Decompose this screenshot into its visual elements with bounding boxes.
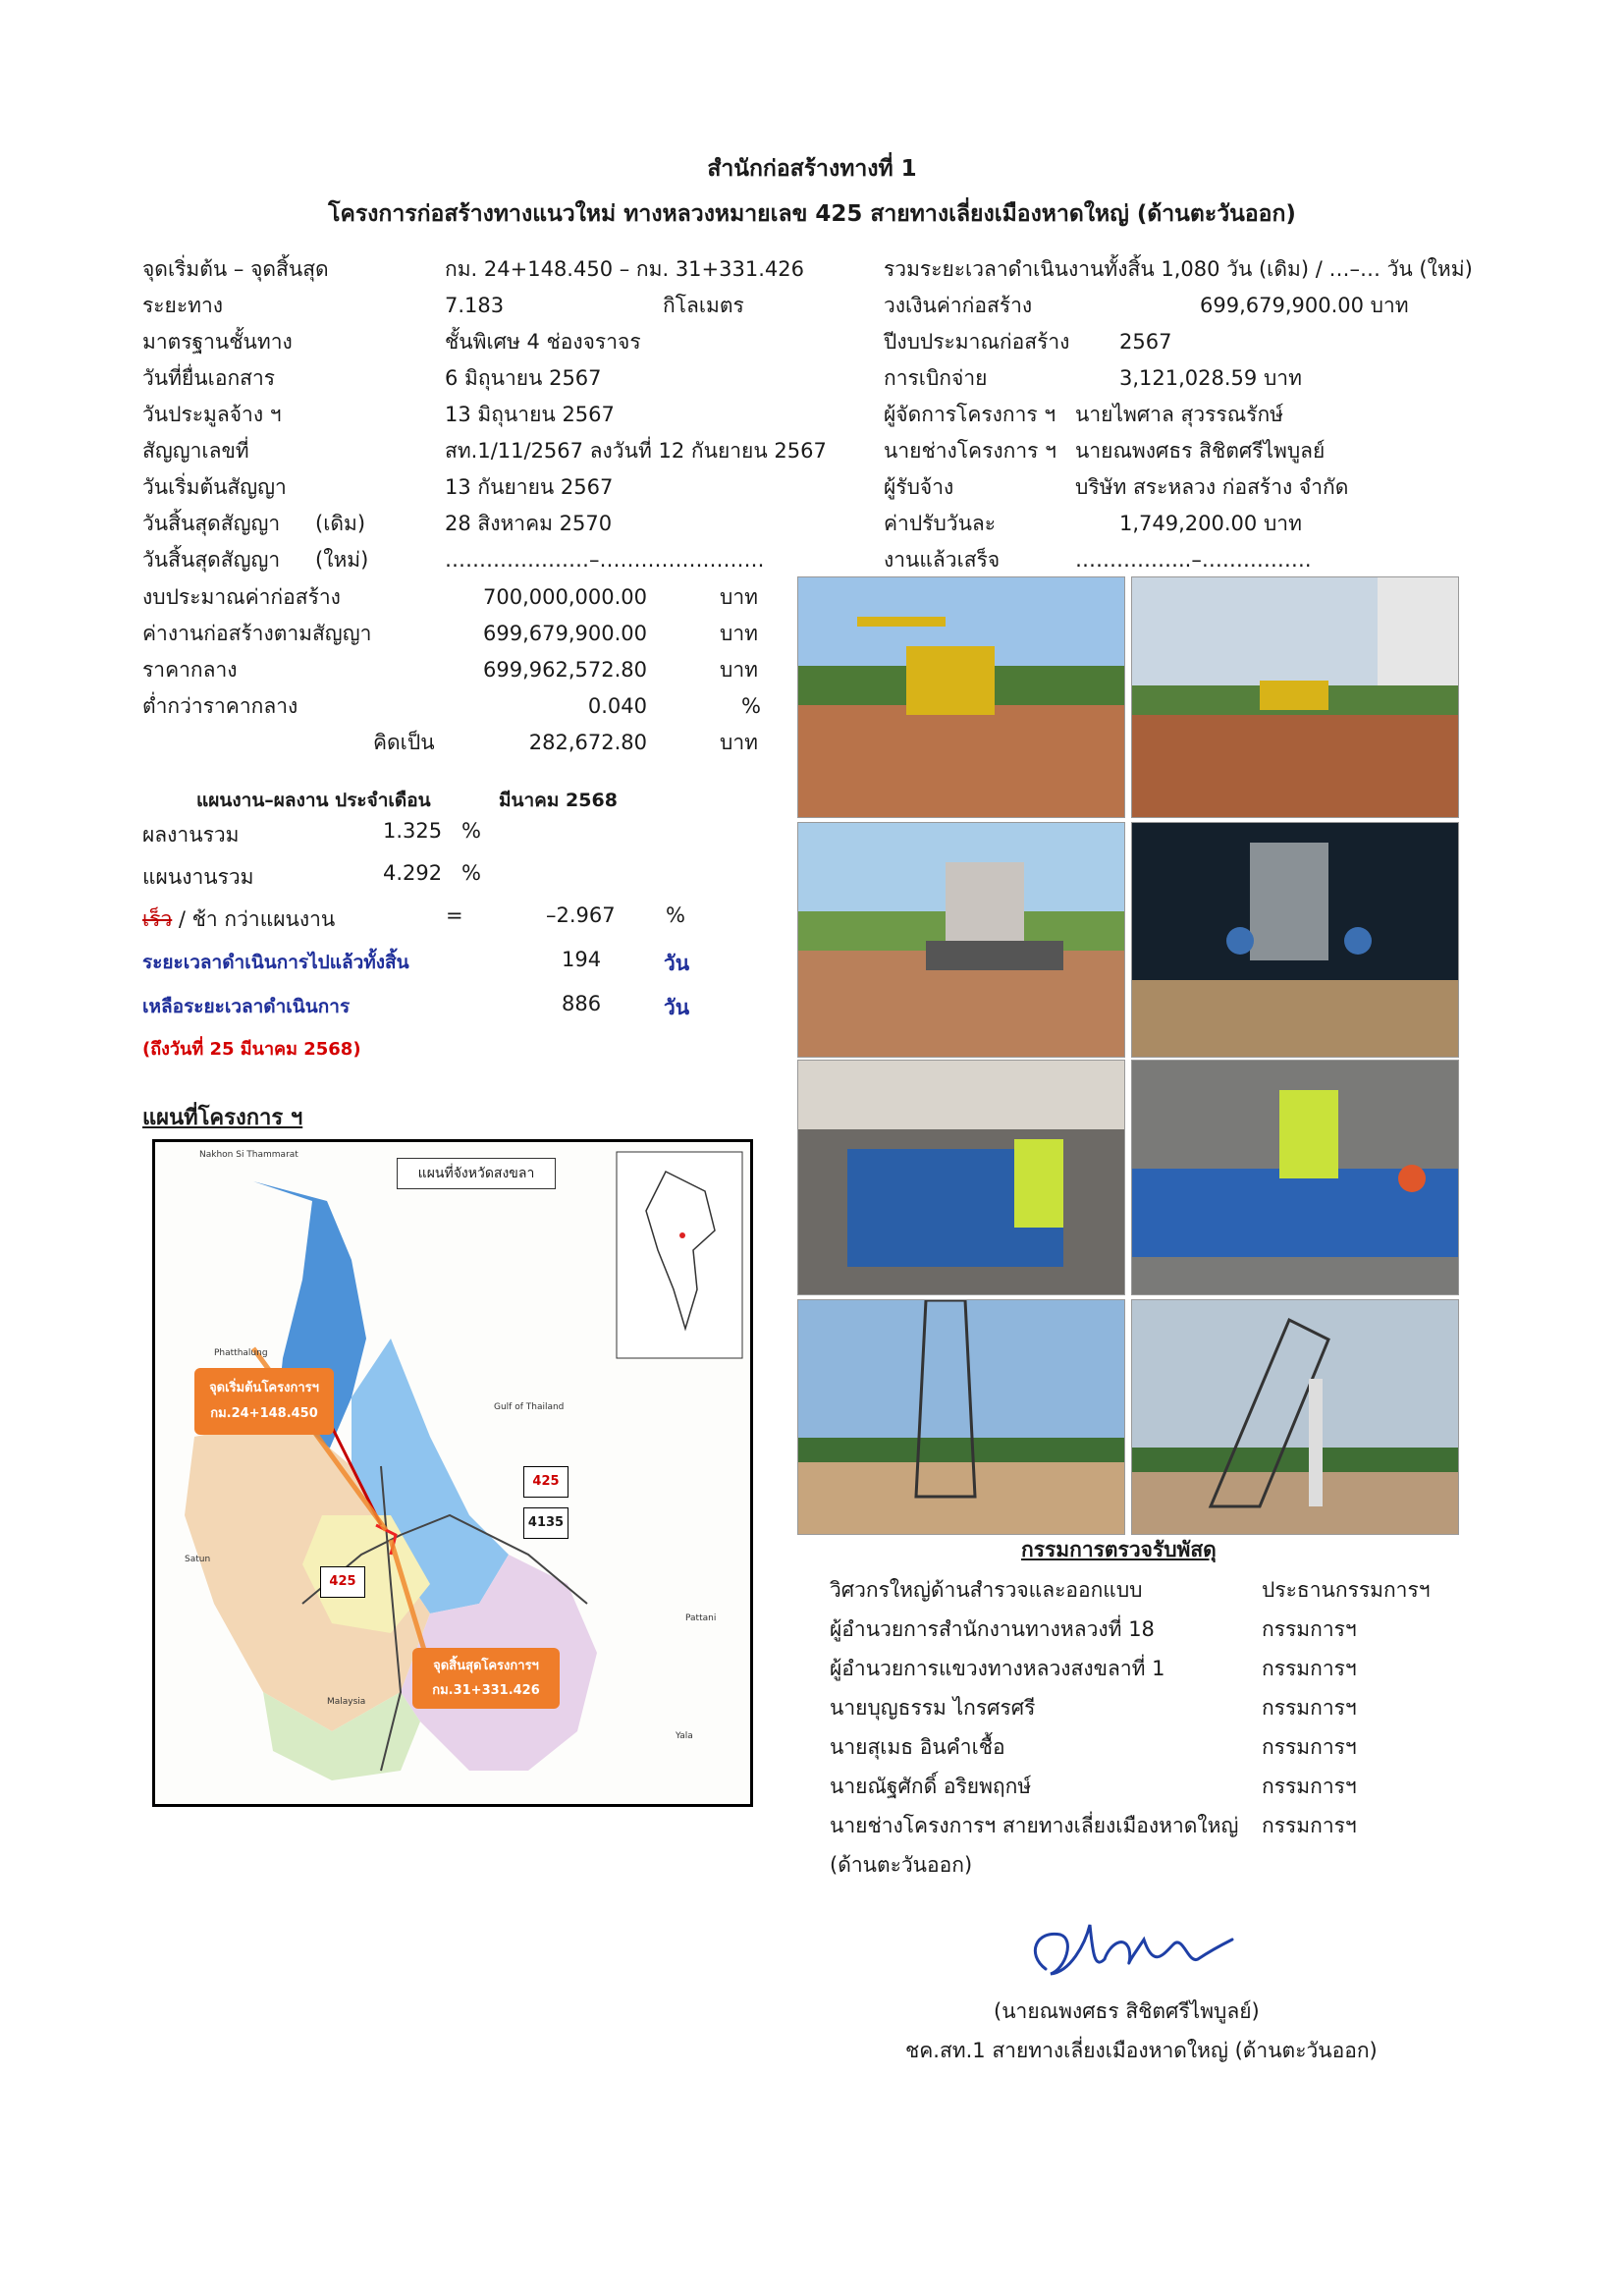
committee-role: กรรมการฯ — [1262, 1814, 1357, 1837]
info-label: วันที่ยื่นเอกสาร — [142, 366, 276, 390]
info-row — [884, 289, 1512, 322]
end-callout-km: กม.31+331.426 — [432, 1683, 540, 1698]
remain-label: เหลือระยะเวลาดำเนินการ — [142, 996, 351, 1017]
committee-role: กรรมการฯ — [1262, 1617, 1357, 1641]
progress-month: มีนาคม 2568 — [499, 790, 618, 811]
info-sub: (ใหม่) — [315, 548, 369, 572]
info-value: 13 มิถุนายน 2567 — [445, 403, 615, 426]
start-callout-title: จุดเริ่มต้นโครงการฯ — [209, 1381, 319, 1395]
info-label: วันประมูลจ้าง ฯ — [142, 403, 282, 426]
budget-row — [142, 653, 771, 686]
info-value: …………………–…………………… — [445, 548, 765, 572]
plan-value: 4.292 — [383, 861, 443, 885]
label-gulf: Gulf of Thailand — [494, 1402, 565, 1412]
label-satun: Satun — [185, 1555, 211, 1564]
committee-name: ผู้อำนวยการแขวงทางหลวงสงขลาที่ 1 — [830, 1657, 1165, 1680]
end-callout — [412, 1648, 560, 1709]
committee-name: นายช่างโครงการฯ สายทางเลี่ยงเมืองหาดใหญ่ — [830, 1814, 1239, 1837]
signer-position: ชค.สท.1 สายทางเลี่ยงเมืองหาดใหญ่ (ด้านตะวันออก) — [905, 2039, 1378, 2062]
progress-heading: แผนงาน–ผลงาน ประจำเดือน — [196, 790, 431, 811]
photo-excavator-2 — [1131, 576, 1459, 818]
info-row — [142, 434, 830, 467]
photo-pile-rig-1 — [797, 1299, 1125, 1535]
info-label: วันสิ้นสุดสัญญา — [142, 548, 281, 572]
info-label: ระยะทาง — [142, 294, 224, 317]
actual-label: ผลงานรวม — [142, 823, 240, 847]
budget-value: 699,679,900.00 — [483, 622, 647, 645]
info-row — [142, 289, 830, 322]
info-value: ……………..–……………. — [1075, 548, 1312, 572]
info-label: วันสิ้นสุดสัญญา — [142, 512, 281, 535]
info-label: นายช่างโครงการ ฯ — [884, 439, 1056, 463]
start-callout-km: กม.24+148.450 — [210, 1406, 318, 1421]
photo-rebar-1 — [797, 1060, 1125, 1295]
label-phatthalung: Phatthalung — [214, 1348, 268, 1358]
diff-value: –2.967 — [546, 903, 616, 927]
budget-label: ค่างานก่อสร้างตามสัญญา — [142, 622, 372, 645]
photo-pile-rig-2 — [1131, 1299, 1459, 1535]
diff-unit: % — [666, 903, 685, 927]
info-row — [884, 252, 1512, 286]
diff-label-text: / ช้า กว่าแผนงาน — [172, 907, 336, 931]
info-row — [142, 398, 830, 431]
info-row — [142, 361, 830, 395]
label-pattani: Pattani — [685, 1613, 717, 1623]
end-callout-title: จุดสิ้นสุดโครงการฯ — [433, 1659, 539, 1673]
info-row — [884, 361, 1512, 395]
budget-unit: บาท — [720, 622, 758, 645]
elapsed-label: ระยะเวลาดำเนินการไปแล้วทั้งสิ้น — [142, 952, 409, 973]
signer-name: (นายณพงศธร สิชิตศรีไพบูลย์) — [994, 1999, 1260, 2023]
plan-label: แผนงานรวม — [142, 865, 254, 889]
info-label: สัญญาเลขที่ — [142, 439, 249, 463]
committee-role: กรรมการฯ — [1262, 1657, 1357, 1680]
remain-unit: วัน — [664, 996, 690, 1019]
committee-name: ผู้อำนวยการสำนักงานทางหลวงที่ 18 — [830, 1617, 1155, 1641]
info-label: ผู้จัดการโครงการ ฯ — [884, 403, 1056, 426]
info-row — [142, 470, 830, 504]
elapsed-unit: วัน — [664, 952, 690, 975]
committee-name: วิศวกรใหญ่ด้านสำรวจและออกแบบ — [830, 1578, 1143, 1602]
budget-value: 700,000,000.00 — [483, 585, 647, 609]
info-value: 6 มิถุนายน 2567 — [445, 366, 602, 390]
info-row — [884, 507, 1512, 540]
project-map — [152, 1139, 753, 1807]
info-row — [142, 252, 830, 286]
budget-label: งบประมาณค่าก่อสร้าง — [142, 585, 341, 609]
info-label: งานแล้วเสร็จ — [884, 548, 1001, 572]
committee-role: กรรมการฯ — [1262, 1735, 1357, 1759]
route-425-label: 425 — [523, 1466, 568, 1498]
photo-dump-truck — [797, 822, 1125, 1058]
info-label: รวมระยะเวลาดำเนินงานทั้งสิ้น 1,080 วัน (เดิม) / …–… วัน (ใหม่) — [884, 257, 1473, 281]
budget-unit: บาท — [720, 658, 758, 682]
budget-unit: % — [741, 694, 761, 718]
label-nakhon: Nakhon Si Thammarat — [199, 1150, 298, 1160]
budget-row — [142, 726, 771, 759]
budget-unit: บาท — [720, 731, 758, 754]
info-value: 3,121,028.59 บาท — [1119, 366, 1302, 390]
info-value: 28 สิงหาคม 2570 — [445, 512, 613, 535]
committee-name: นายบุญธรรม ไกรศรศรี — [830, 1696, 1036, 1720]
info-value: นายไพศาล สุวรรณรักษ์ — [1075, 403, 1284, 426]
route-425-label-2: 425 — [320, 1566, 365, 1598]
actual-unit: % — [461, 819, 481, 843]
info-value: 699,679,900.00 บาท — [1200, 294, 1409, 317]
budget-row — [142, 689, 771, 723]
info-value: 7.183 — [445, 294, 505, 317]
committee-role: ประธานกรรมการฯ — [1262, 1578, 1431, 1602]
committee-extra: (ด้านตะวันออก) — [830, 1853, 973, 1877]
info-label: ผู้รับจ้าง — [884, 475, 954, 499]
committee-role: กรรมการฯ — [1262, 1696, 1357, 1720]
diff-label — [142, 903, 335, 936]
info-row — [884, 398, 1512, 431]
info-row — [142, 507, 830, 540]
committee-title: กรรมการตรวจรับพัสดุ — [1021, 1538, 1217, 1561]
office-title: สำนักก่อสร้างทางที่ 1 — [707, 156, 917, 182]
plan-unit: % — [461, 861, 481, 885]
committee-role: กรรมการฯ — [1262, 1775, 1357, 1798]
as-of-date: (ถึงวันที่ 25 มีนาคม 2568) — [142, 1039, 361, 1060]
info-value: สท.1/11/2567 ลงวันที่ 12 กันยายน 2567 — [445, 439, 827, 463]
route-4135-label: 4135 — [523, 1507, 568, 1539]
budget-label: ต่ำกว่าราคากลาง — [142, 694, 298, 718]
info-row — [142, 325, 830, 358]
diff-fast: เร็ว — [142, 907, 173, 931]
info-label: วันเริ่มต้นสัญญา — [142, 475, 287, 499]
info-label: วงเงินค่าก่อสร้าง — [884, 294, 1033, 317]
info-value: 1,749,200.00 บาท — [1119, 512, 1302, 535]
budget-value: 0.040 — [587, 694, 647, 718]
info-value: นายณพงศธร สิชิตศรีไพบูลย์ — [1075, 439, 1326, 463]
start-callout — [194, 1368, 334, 1435]
signature-graphic — [1016, 1915, 1252, 1994]
budget-label: ราคากลาง — [142, 658, 238, 682]
info-label: จุดเริ่มต้น – จุดสิ้นสุด — [142, 257, 329, 281]
info-row — [142, 543, 830, 576]
committee-name: นายสุเมธ อินคำเชื้อ — [830, 1735, 1005, 1759]
info-value: กม. 24+148.450 – กม. 31+331.426 — [445, 257, 804, 281]
budget-row — [142, 617, 771, 650]
elapsed-value: 194 — [562, 948, 602, 971]
info-label: ค่าปรับวันละ — [884, 512, 997, 535]
budget-value: 282,672.80 — [528, 731, 647, 754]
info-value: 13 กันยายน 2567 — [445, 475, 614, 499]
budget-row — [142, 580, 771, 614]
photo-rebar-2 — [1131, 1060, 1459, 1295]
info-value: ชั้นพิเศษ 4 ช่องจราจร — [445, 330, 641, 354]
photo-excavator-1 — [797, 576, 1125, 818]
info-label: มาตรฐานชั้นทาง — [142, 330, 293, 354]
budget-label: คิดเป็น — [373, 731, 435, 754]
label-yala: Yala — [676, 1731, 693, 1741]
info-value: 2567 — [1119, 330, 1172, 354]
map-heading: แผนที่โครงการ ฯ — [142, 1106, 303, 1130]
info-label: ปีงบประมาณก่อสร้าง — [884, 330, 1070, 354]
remain-value: 886 — [562, 992, 602, 1015]
budget-value: 699,962,572.80 — [483, 658, 647, 682]
info-row — [884, 543, 1512, 576]
info-row — [884, 470, 1512, 504]
info-value: บริษัท สระหลวง ก่อสร้าง จำกัด — [1075, 475, 1349, 499]
info-unit: กิโลเมตร — [663, 294, 744, 317]
budget-unit: บาท — [720, 585, 758, 609]
info-label: การเบิกจ่าย — [884, 366, 988, 390]
info-row — [884, 434, 1512, 467]
photo-night-concrete — [1131, 822, 1459, 1058]
actual-value: 1.325 — [383, 819, 443, 843]
project-title: โครงการก่อสร้างทางแนวใหม่ ทางหลวงหมายเลข 425 สายทางเลี่ยงเมืองหาดใหญ่ (ด้านตะวันออก) — [328, 201, 1296, 227]
committee-name: นายณัฐศักดิ์ อริยพฤกษ์ — [830, 1775, 1032, 1798]
map-title-box: แผนที่จังหวัดสงขลา — [397, 1158, 556, 1189]
info-sub: (เดิม) — [315, 512, 366, 535]
info-row — [884, 325, 1512, 358]
diff-eq: = — [446, 903, 463, 927]
label-malaysia: Malaysia — [327, 1697, 366, 1707]
